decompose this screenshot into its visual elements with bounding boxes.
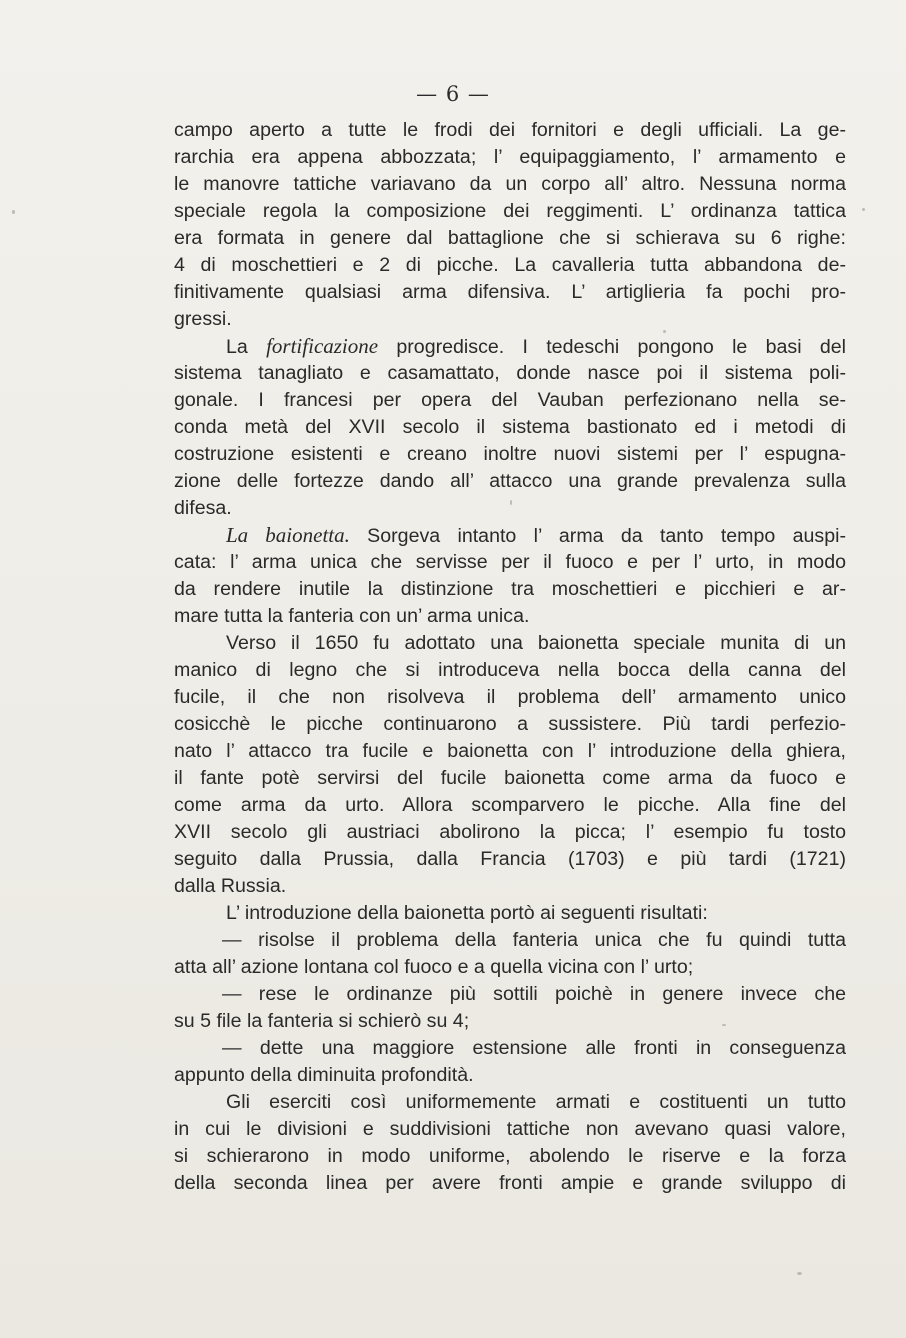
text-line: dalla Russia.	[174, 875, 287, 897]
text-line: gressi.	[174, 308, 232, 330]
text-line: della seconda linea per avere fronti ampie e grande sviluppo di	[174, 1172, 846, 1194]
page-number: — 6 —	[416, 82, 490, 106]
text-line: sistema tanagliato e casamattato, donde nasce poi il sistema poli-	[174, 362, 846, 384]
text-line: 4 di moschettieri e 2 di picche. La cavalleria tutta abbandona de-	[174, 254, 846, 276]
italic-heading-baionetta: La baionetta.	[226, 523, 350, 547]
line-rest: Sorgeva intanto l’ arma da tanto tempo auspi-	[349, 525, 846, 547]
paper-speck	[797, 1272, 802, 1275]
list-item-second-line: atta all’ azione lontana col fuoco e a quella vicina con l’ urto;	[174, 956, 694, 978]
paper-speck	[722, 1024, 726, 1026]
text-line: speciale regola la composizione dei reggimenti. L’ ordinanza tattica	[174, 200, 846, 222]
text-line: era formata in genere dal battaglione che si schierava su 6 righe:	[174, 227, 846, 249]
paragraph-baionetta-first-line	[174, 522, 846, 549]
text-line: Gli eserciti così uniformemente armati e costituenti un tutto	[226, 1091, 846, 1113]
text-line: L’ introduzione della baionetta portò ai seguenti risultati:	[226, 902, 708, 924]
text-line: in cui le divisioni e suddivisioni tattiche non avevano quasi valore,	[174, 1118, 846, 1140]
text-line: si schierarono in modo uniforme, abolendo le riserve e la forza	[174, 1145, 846, 1167]
text-line: conda metà del XVII secolo il sistema bastionato ed i metodi di	[174, 416, 846, 438]
text-line: da rendere inutile la distinzione tra moschettieri e picchieri e ar-	[174, 578, 846, 600]
text-line: XVII secolo gli austriaci abolirono la picca; l’ esempio fu tosto	[174, 821, 846, 843]
text-line: rarchia era appena abbozzata; l’ equipaggiamento, l’ armamento e	[174, 146, 846, 168]
text-line: Verso il 1650 fu adottato una baionetta speciale munita di un	[226, 632, 846, 654]
text-line: le manovre tattiche variavano da un corpo all’ altro. Nessuna norma	[174, 173, 846, 195]
paper-speck	[510, 500, 512, 505]
text-line: difesa.	[174, 497, 232, 519]
body-text	[174, 117, 846, 1197]
text-line: fucile, il che non risolveva il problema dell’ armamento unico	[174, 686, 846, 708]
line-rest: progredisce. I tedeschi pongono le basi del	[378, 336, 846, 358]
text-line: il fante potè servirsi del fucile baionetta come arma da fuoco e	[174, 767, 846, 789]
text-line: come arma da urto. Allora scomparvero le picche. Alla fine del	[174, 794, 846, 816]
text-line: campo aperto a tutte le frodi dei fornitori e degli ufficiali. La ge-	[174, 119, 846, 141]
list-item-second-line: appunto della diminuita profondità.	[174, 1064, 474, 1086]
list-item-first-line: — risolse il problema della fanteria unica che fu quindi tutta	[222, 929, 846, 951]
text-line: costruzione esistenti e creano inoltre nuovi sistemi per l’ espugna-	[174, 443, 846, 465]
text-line: nato l’ attacco tra fucile e baionetta con l’ introduzione della ghiera,	[174, 740, 846, 762]
lead-text: La	[226, 336, 267, 358]
italic-term-fortificazione: fortificazione	[266, 334, 379, 358]
text-line: cosicchè le picche continuarono a sussistere. Più tardi perfezio-	[174, 713, 846, 735]
text-line: finitivamente qualsiasi arma difensiva. L’ artiglieria fa pochi pro-	[174, 281, 846, 303]
list-item-first-line: — dette una maggiore estensione alle fronti in conseguenza	[222, 1037, 846, 1059]
text-line: manico di legno che si introduceva nella bocca della canna del	[174, 659, 846, 681]
paper-speck	[663, 330, 666, 333]
text-line: mare tutta la fanteria con un’ arma unica.	[174, 605, 530, 627]
paragraph-fortificazione-first-line	[174, 333, 846, 360]
text-line: cata: l’ arma unica che servisse per il fuoco e per l’ urto, in modo	[174, 551, 846, 573]
paper-speck	[12, 210, 15, 214]
text-line: gonale. I francesi per opera del Vauban perfezionano nella se-	[174, 389, 846, 411]
text-line: zione delle fortezze dando all’ attacco una grande prevalenza sulla	[174, 470, 846, 492]
list-item-second-line: su 5 file la fanteria si schierò su 4;	[174, 1010, 470, 1032]
list-item-first-line: — rese le ordinanze più sottili poichè in genere invece che	[222, 983, 846, 1005]
paper-speck	[862, 208, 865, 211]
text-line: seguito dalla Prussia, dalla Francia (1703) e più tardi (1721)	[174, 848, 846, 870]
